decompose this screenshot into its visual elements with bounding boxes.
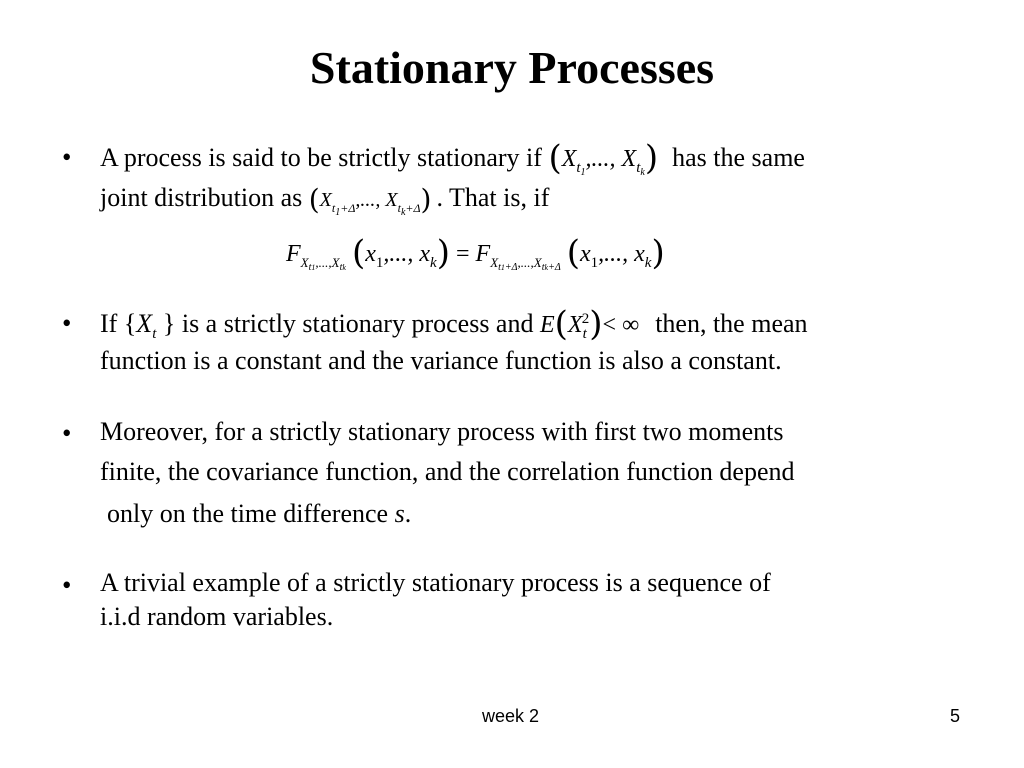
bullet-1-text-b: has the same (672, 143, 805, 172)
bullet-2-marker: • (62, 308, 72, 338)
bullet-3-line-2: finite, the covariance function, and the correlation function depend (100, 457, 795, 486)
math-tuple-x: ($X_{t_1}$,..., $X_{t_k}$) (548, 138, 659, 178)
math-tuple-x-shift: ($X_{t_1+\Delta}$,..., $X_{t_k+\Delta}$) (308, 183, 432, 218)
math-equation-cdf: $F_{X_{t1},...,X_{tk}}$ ($x_1$,..., $x_k) = F_{X_{t1+\Delta},...,X_{tk+\Delta}}$ ($x_1$,..., $x_k$) (286, 233, 665, 273)
math-var-s: s (394, 499, 405, 528)
bullet-1-marker: • (62, 142, 72, 172)
bullet-2-text-c: then, the mean (655, 309, 808, 338)
bullet-3-text-a: only on the time difference (107, 499, 389, 528)
bullet-2-text-b: } is a strictly stationary process and (162, 309, 534, 338)
bullet-3-marker: • (62, 418, 72, 448)
math-process-x: $X_t$ (136, 309, 157, 342)
bullet-2-text-a: If { (100, 309, 137, 338)
bullet-3-text-b: . (404, 499, 412, 528)
bullet-1-text-d: . That is, if (436, 183, 550, 212)
math-expectation: $E(X_t^2)<$ ∞ (539, 304, 640, 344)
bullet-3-line-3 (107, 499, 411, 529)
bullet-1-line-2 (100, 182, 549, 219)
page-number: 5 (950, 706, 961, 726)
bullet-2-line-2: function is a constant and the variance function is also a constant. (100, 346, 782, 375)
bullet-4-marker: • (62, 570, 72, 600)
slide-title: Stationary Processes (309, 42, 715, 93)
bullet-1-text-c: joint distribution as (100, 183, 303, 212)
bullet-4-line-2: i.i.d random variables. (100, 602, 334, 631)
footer-label: week 2 (482, 706, 540, 726)
bullet-1-text-a: A process is said to be strictly stationary if (100, 143, 542, 172)
bullet-1-line-1 (100, 140, 805, 179)
bullet-2-line-1 (100, 306, 808, 343)
bullet-3-line-1: Moreover, for a strictly stationary process with first two moments (100, 417, 784, 446)
bullet-4-line-1: A trivial example of a strictly stationary process is a sequence of (100, 568, 771, 597)
